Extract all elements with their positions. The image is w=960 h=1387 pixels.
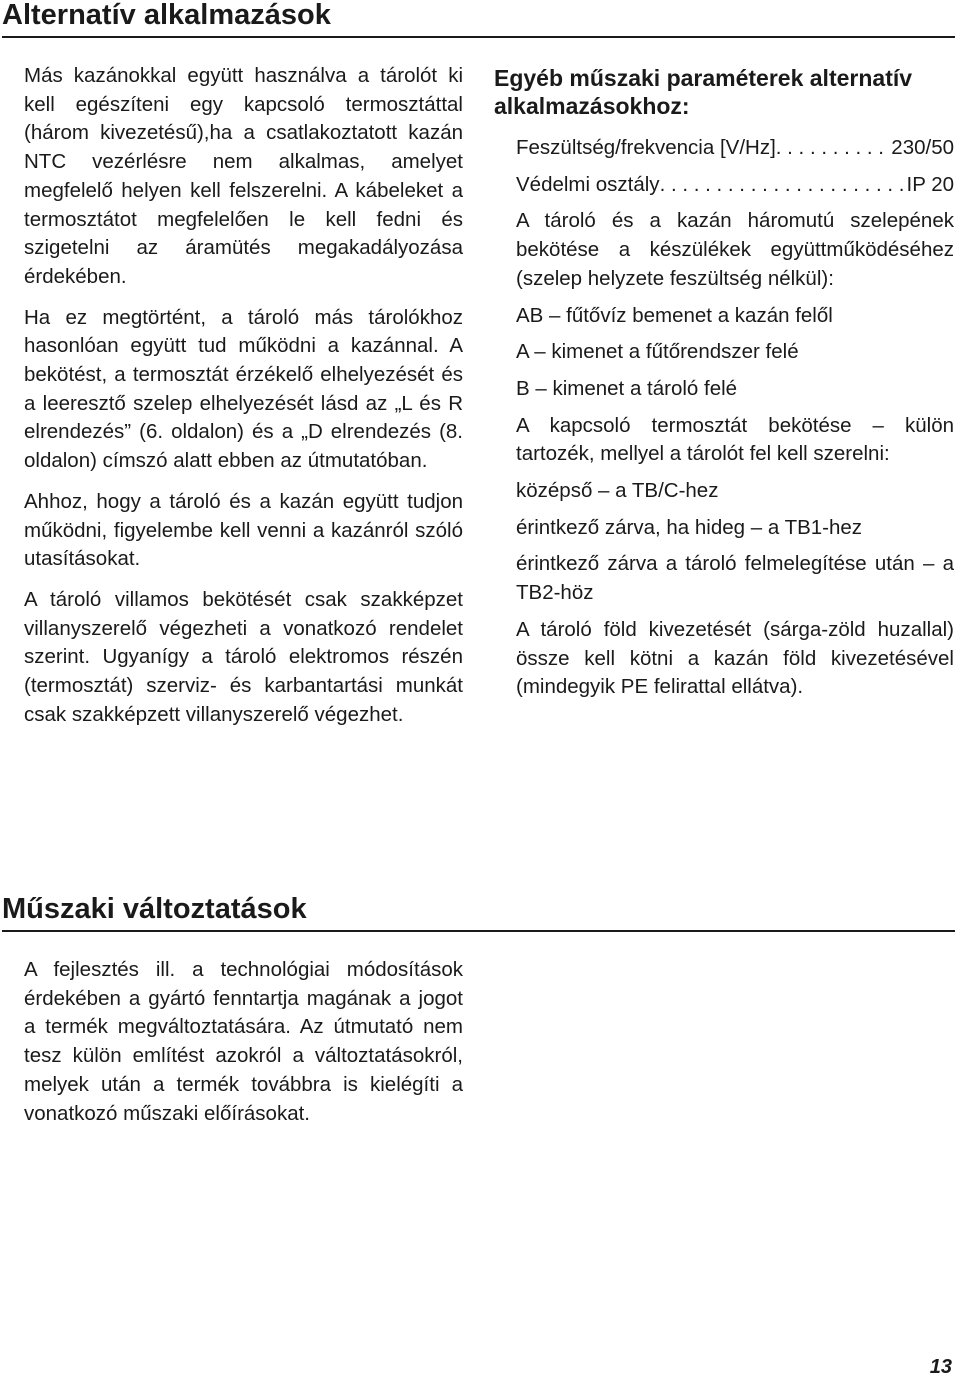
technical-changes-column	[24, 956, 463, 1140]
port-b-text: B – kimenet a tároló felé	[516, 376, 738, 400]
thermostat-connection-text: A kapcsoló termosztát bekötése – külön tartozék, mellyel a tárolót fel kell szerelni:	[516, 413, 954, 466]
dot-leader	[660, 171, 907, 200]
ground-connection-text: A tároló föld kivezetését (sárga-zöld huzallal) össze kell kötni a kazán föld kivezetésével (mindegyik PE felirattal ellátva).	[516, 617, 954, 699]
paragraph-2: Ha ez megtörtént, a tároló más tárolókhoz hasonlóan együtt tud működni a kazánnal. A bekötést, a termosztát érzékelő elhelyezését és a leeresztő szelep elhelyezését lásd az „L és R elrendezés” (6. oldalon) és a „D elrendezés (8. oldalon) címszó alatt ebben az útmutatóban.	[24, 305, 463, 473]
section-title-technical-changes: Műszaki változtatások	[2, 893, 307, 925]
spec-voltage-value: 230/50	[891, 136, 954, 159]
page-number: 13	[929, 1356, 952, 1378]
parameters-body	[494, 134, 954, 702]
spec-protection-label: Védelmi osztály	[516, 172, 660, 196]
contact-closed-cold-text: érintkező zárva, ha hideg – a TB1-hez	[516, 515, 863, 539]
parameters-heading: Egyéb műszaki paraméterek alternatív alkalmazásokhoz:	[494, 65, 913, 119]
middle-contact-text: középső – a TB/C-hez	[516, 479, 719, 503]
paragraph-3: Ahhoz, hogy a tároló és a kazán együtt tudjon működni, figyelembe kell venni a kazánról szóló utasításokat.	[24, 489, 463, 571]
right-column	[494, 64, 954, 710]
section-divider	[2, 36, 955, 38]
left-column	[24, 62, 463, 741]
spec-protection-value: IP 20	[906, 172, 954, 196]
port-ab-text: AB – fűtővíz bemenet a kazán felől	[516, 303, 833, 327]
contact-closed-warm-text: érintkező zárva a tároló felmelegítése után – a TB2-höz	[516, 552, 954, 605]
section-divider	[2, 930, 955, 932]
port-a-text: A – kimenet a fűtőrendszer felé	[516, 340, 799, 364]
section-title-alternative-applications: Alternatív alkalmazások	[2, 0, 331, 31]
paragraph-1: Más kazánokkal együtt használva a tárolót ki kell egészíteni egy kapcsoló termosztáttal (három kivezetésű),ha a csatlakoztatott kazán NTC vezérlésre nem alkalmas, amelyet megfelelő helyen kell felszerelni. A kábeleket a termosztátot megfelelően le kell fedni és szigetelni az áramütés megakadályozása érdekében.	[24, 64, 463, 288]
valve-connection-text: A tároló és a kazán háromutú szelepének bekötése a készülékek együttműködéséhez (szelep helyzete feszültség nélkül):	[516, 209, 954, 290]
spec-voltage-row	[516, 134, 954, 163]
spec-protection-row	[516, 171, 954, 200]
paragraph-4: A tároló villamos bekötését csak szakképzet villanyszerelő végezheti a vonatkozó rendelet szerint. Ugyanígy a tároló elektromos részén (termosztát) szerviz- és karbantartási munkát csak szakképzett villanyszerelő végezhet.	[24, 587, 463, 726]
spec-voltage-label: Feszültség/frekvencia [V/Hz]	[516, 136, 776, 159]
technical-changes-paragraph: A fejlesztés ill. a technológiai módosítások érdekében a gyártó fenntartja magának a jogot a termék megváltoztatására. Az útmutató nem tesz külön említést azokról a változtatásokról, melyek után a termék továbbra is kielégíti a vonatkozó műszaki előírásokat.	[24, 958, 463, 1125]
dot-leader	[776, 134, 892, 163]
